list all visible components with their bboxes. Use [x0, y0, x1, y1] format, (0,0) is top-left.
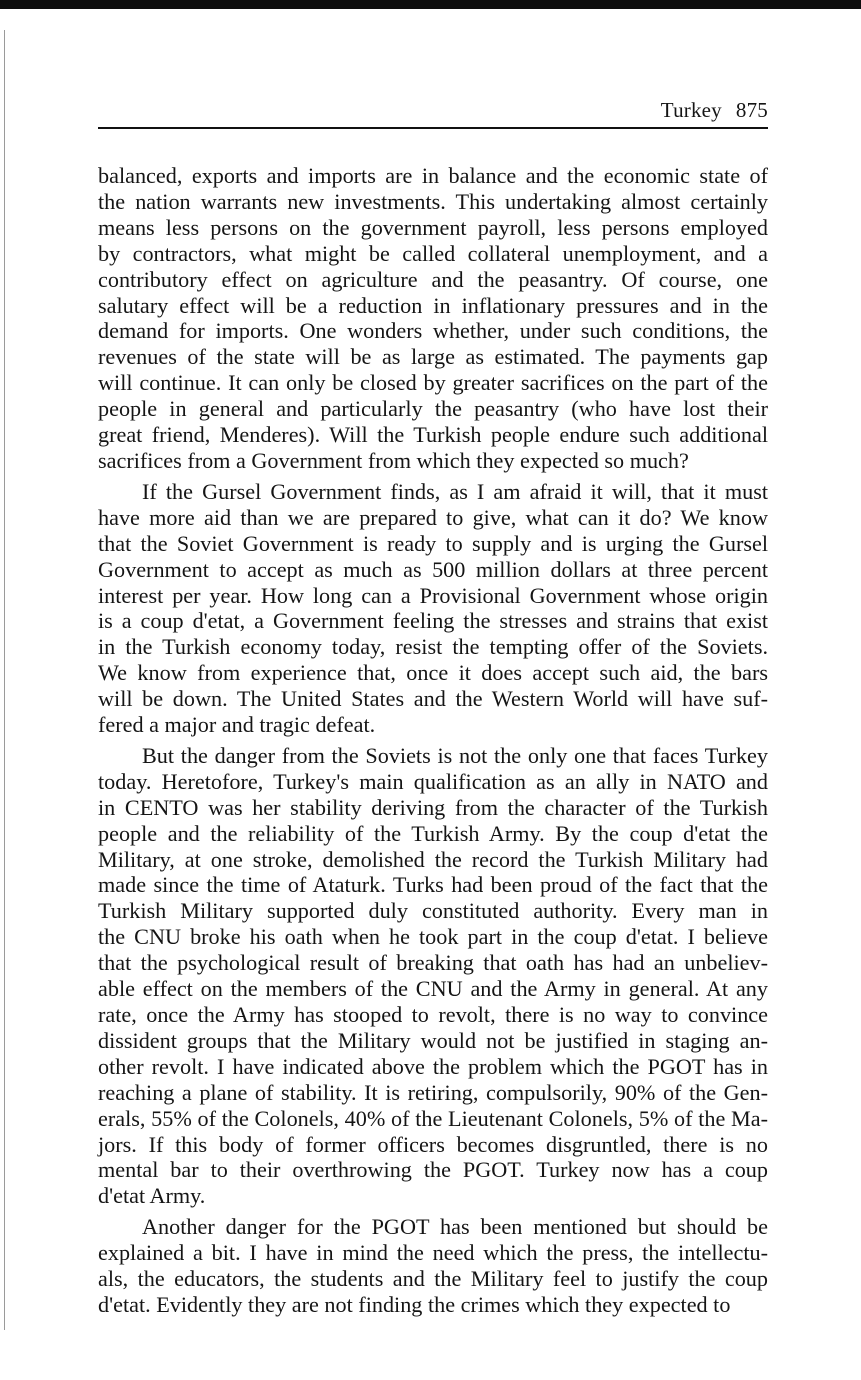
text-line: revenues of the state will be as large as estimated. The payments gap — [98, 344, 768, 370]
text-line: people and the reliability of the Turkish Army. By the coup d'etat the — [98, 820, 768, 846]
running-head-title: Turkey — [660, 98, 722, 122]
text-line: means less persons on the government payroll, less persons employed — [98, 214, 768, 240]
running-head — [98, 98, 768, 128]
text-line: great friend, Menderes). Will the Turkish people endure such additional — [98, 422, 768, 448]
paragraph — [98, 163, 768, 474]
text-line: by contractors, what might be called collateral unemployment, and a — [98, 240, 768, 266]
text-line: But the danger from the Soviets is not the only one that faces Turkey — [142, 742, 768, 768]
text-line: als, the educators, the students and the Military feel to justify the coup — [98, 1266, 768, 1292]
text-line: We know from experience that, once it does accept such aid, the bars — [98, 660, 768, 686]
page-number: 875 — [735, 98, 768, 122]
text-line: contributory effect on agriculture and the peasantry. Of course, one — [98, 266, 768, 292]
text-line: the nation warrants new investments. This undertaking almost certainly — [98, 188, 768, 214]
text-line: jors. If this body of former officers becomes disgruntled, there is no — [98, 1131, 768, 1157]
text-line: will continue. It can only be closed by greater sacrifices on the part of the — [98, 370, 768, 396]
text-line: the CNU broke his oath when he took part in the coup d'etat. I believe — [98, 924, 768, 950]
text-line: Turkish Military supported duly constituted authority. Every man in — [98, 898, 768, 924]
text-line: demand for imports. One wonders whether, under such conditions, the — [98, 318, 768, 344]
text-line: in CENTO was her stability deriving from the character of the Turkish — [98, 794, 768, 820]
paragraph — [98, 743, 768, 1209]
scan-border-top — [0, 0, 861, 9]
text-line: Another danger for the PGOT has been mentioned but should be — [142, 1214, 768, 1240]
text-line: d'etat Army. — [98, 1183, 206, 1209]
text-line: salutary effect will be a reduction in inflationary pressures and in the — [98, 292, 768, 318]
text-line: dissident groups that the Military would not be justified in staging an- — [98, 1027, 768, 1053]
text-line: Military, at one stroke, demolished the record the Turkish Military had — [98, 846, 768, 872]
text-line: in the Turkish economy today, resist the tempting offer of the Soviets. — [98, 634, 768, 660]
text-line: made since the time of Ataturk. Turks had been proud of the fact that the — [98, 872, 768, 898]
text-line: balanced, exports and imports are in balance and the economic state of — [98, 163, 768, 188]
text-line: d'etat. Evidently they are not finding the crimes which they expected to — [98, 1291, 731, 1317]
text-line: Government to accept as much as 500 million dollars at three percent — [98, 556, 768, 582]
text-line: that the Soviet Government is ready to supply and is urging the Gursel — [98, 530, 768, 556]
text-line: today. Heretofore, Turkey's main qualification as an ally in NATO and — [98, 768, 768, 794]
text-line: rate, once the Army has stooped to revolt, there is no way to convince — [98, 1002, 768, 1027]
text-line: that the psychological result of breaking that oath has had an unbeliev- — [98, 950, 768, 976]
text-line: sacrifices from a Government from which they expected so much? — [98, 447, 689, 473]
text-line: fered a major and tragic defeat. — [98, 712, 376, 738]
text-line: will be down. The United States and the Western World will have suf- — [98, 686, 768, 712]
text-line: is a coup d'etat, a Government feeling the stresses and strains that exist — [98, 608, 768, 634]
text-line: other revolt. I have indicated above the problem which the PGOT has in — [98, 1053, 768, 1079]
text-line: interest per year. How long can a Provisional Government whose origin — [98, 582, 768, 608]
text-line: able effect on the members of the CNU and the Army in general. At any — [98, 976, 768, 1002]
paragraph — [98, 1214, 768, 1318]
text-line: explained a bit. I have in mind the need which the press, the intellectu- — [98, 1240, 768, 1266]
text-line: mental bar to their overthrowing the PGOT. Turkey now has a coup — [98, 1157, 768, 1183]
paragraph — [98, 479, 768, 738]
body-text — [98, 163, 768, 1323]
scan-border-left — [4, 30, 5, 1330]
header-rule — [98, 127, 768, 129]
text-line: erals, 55% of the Colonels, 40% of the Lieutenant Colonels, 5% of the Ma- — [98, 1105, 768, 1131]
text-line: people in general and particularly the peasantry (who have lost their — [98, 396, 768, 422]
text-line: have more aid than we are prepared to give, what can it do? We know — [98, 504, 768, 530]
text-line: If the Gursel Government finds, as I am afraid it will, that it must — [142, 478, 768, 504]
text-line: reaching a plane of stability. It is retiring, compulsorily, 90% of the Gen- — [98, 1079, 768, 1105]
